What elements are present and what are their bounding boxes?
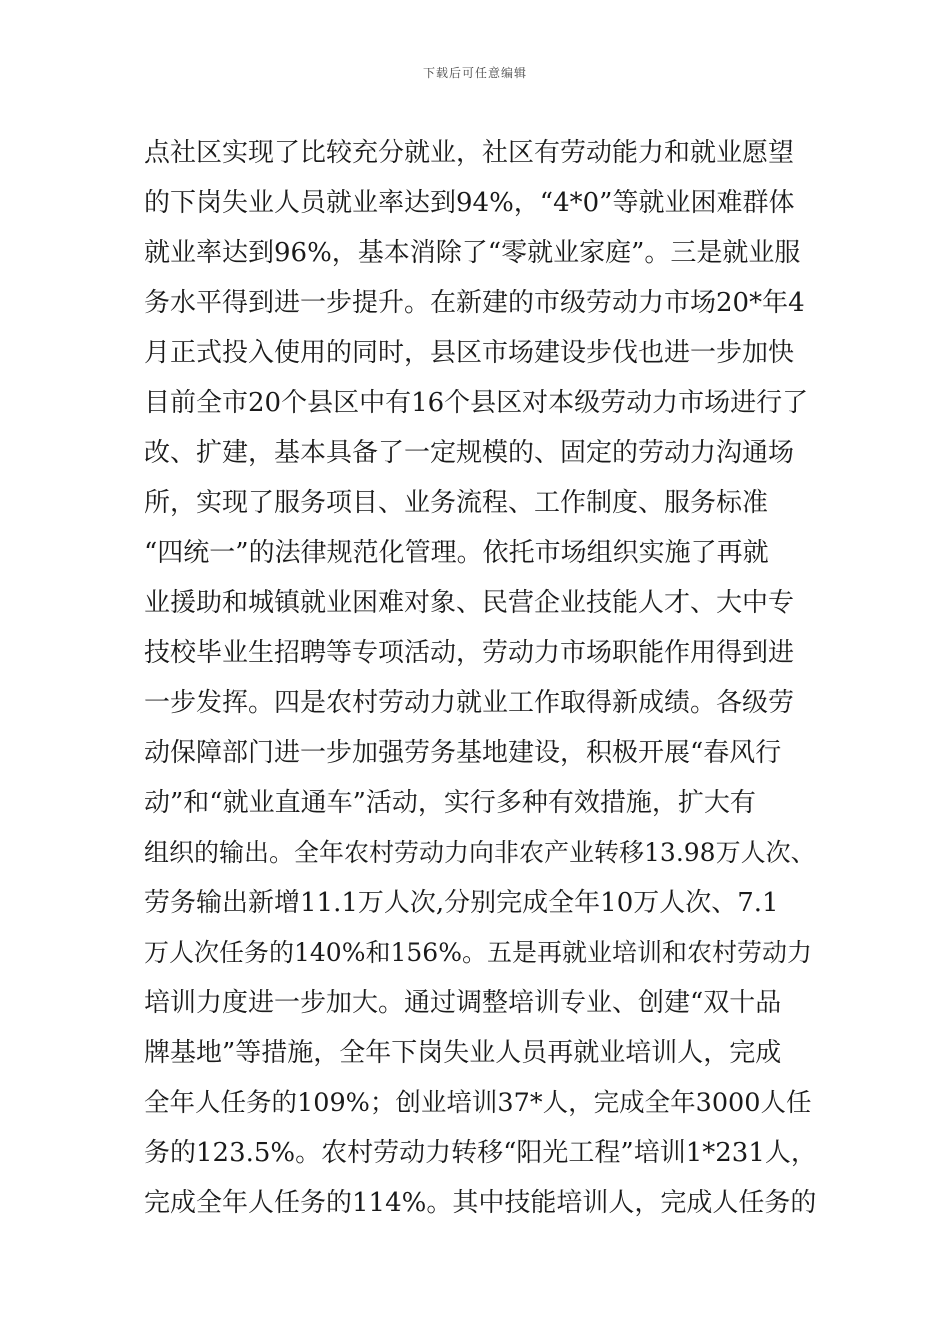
text-line: 目前全市20个县区中有16个县区对本级劳动力市场进行了 — [144, 388, 809, 418]
text-line: 完成全年人任务的114%。其中技能培训人，完成人任务的 — [144, 1188, 817, 1218]
body-text — [144, 128, 824, 1228]
text-line: 务的123.5%。农村劳动力转移“阳光工程”培训1*231人， — [144, 1138, 817, 1168]
text-line: 培训力度进一步加大。通过调整培训专业、创建“双十品 — [144, 988, 782, 1018]
text-line: 的下岗失业人员就业率达到94%，“4*0”等就业困难群体 — [144, 188, 795, 218]
text-line: 组织的输出。全年农村劳动力向非农产业转移13.98万人次、 — [144, 838, 816, 867]
text-line: “四统一”的法律规范化管理。依托市场组织实施了再就 — [144, 538, 769, 568]
text-line: 动”和“就业直通车”活动，实行多种有效措施，扩大有 — [144, 788, 756, 818]
text-line: 万人次任务的140%和156%。五是再就业培训和农村劳动力 — [144, 938, 812, 967]
text-line: 业援助和城镇就业困难对象、民营企业技能人才、大中专 — [144, 588, 795, 618]
text-line: 劳务输出新增11.1万人次,分别完成全年10万人次、7.1 — [144, 888, 779, 918]
text-line: 全年人任务的109%；创业培训37*人，完成全年3000人任 — [144, 1088, 812, 1118]
text-line: 点社区实现了比较充分就业，社区有劳动能力和就业愿望 — [144, 138, 795, 168]
text-line: 就业率达到96%，基本消除了“零就业家庭”。三是就业服 — [144, 238, 801, 268]
text-line: 所，实现了服务项目、业务流程、工作制度、服务标准 — [144, 488, 769, 518]
text-line: 改、扩建，基本具备了一定规模的、固定的劳动力沟通场 — [144, 438, 795, 468]
text-line: 牌基地”等措施，全年下岗失业人员再就业培训人，完成 — [144, 1038, 782, 1068]
text-line: 动保障部门进一步加强劳务基地建设，积极开展“春风行 — [144, 738, 782, 768]
text-line: 一步发挥。四是农村劳动力就业工作取得新成绩。各级劳 — [144, 688, 795, 718]
text-line: 月正式投入使用的同时，县区市场建设步伐也进一步加快 — [144, 338, 795, 368]
text-line: 技校毕业生招聘等专项活动，劳动力市场职能作用得到进 — [144, 638, 795, 668]
text-line: 务水平得到进一步提升。在新建的市级劳动力市场20*年4 — [144, 288, 805, 318]
header-note: 下载后可任意编辑 — [422, 66, 527, 80]
